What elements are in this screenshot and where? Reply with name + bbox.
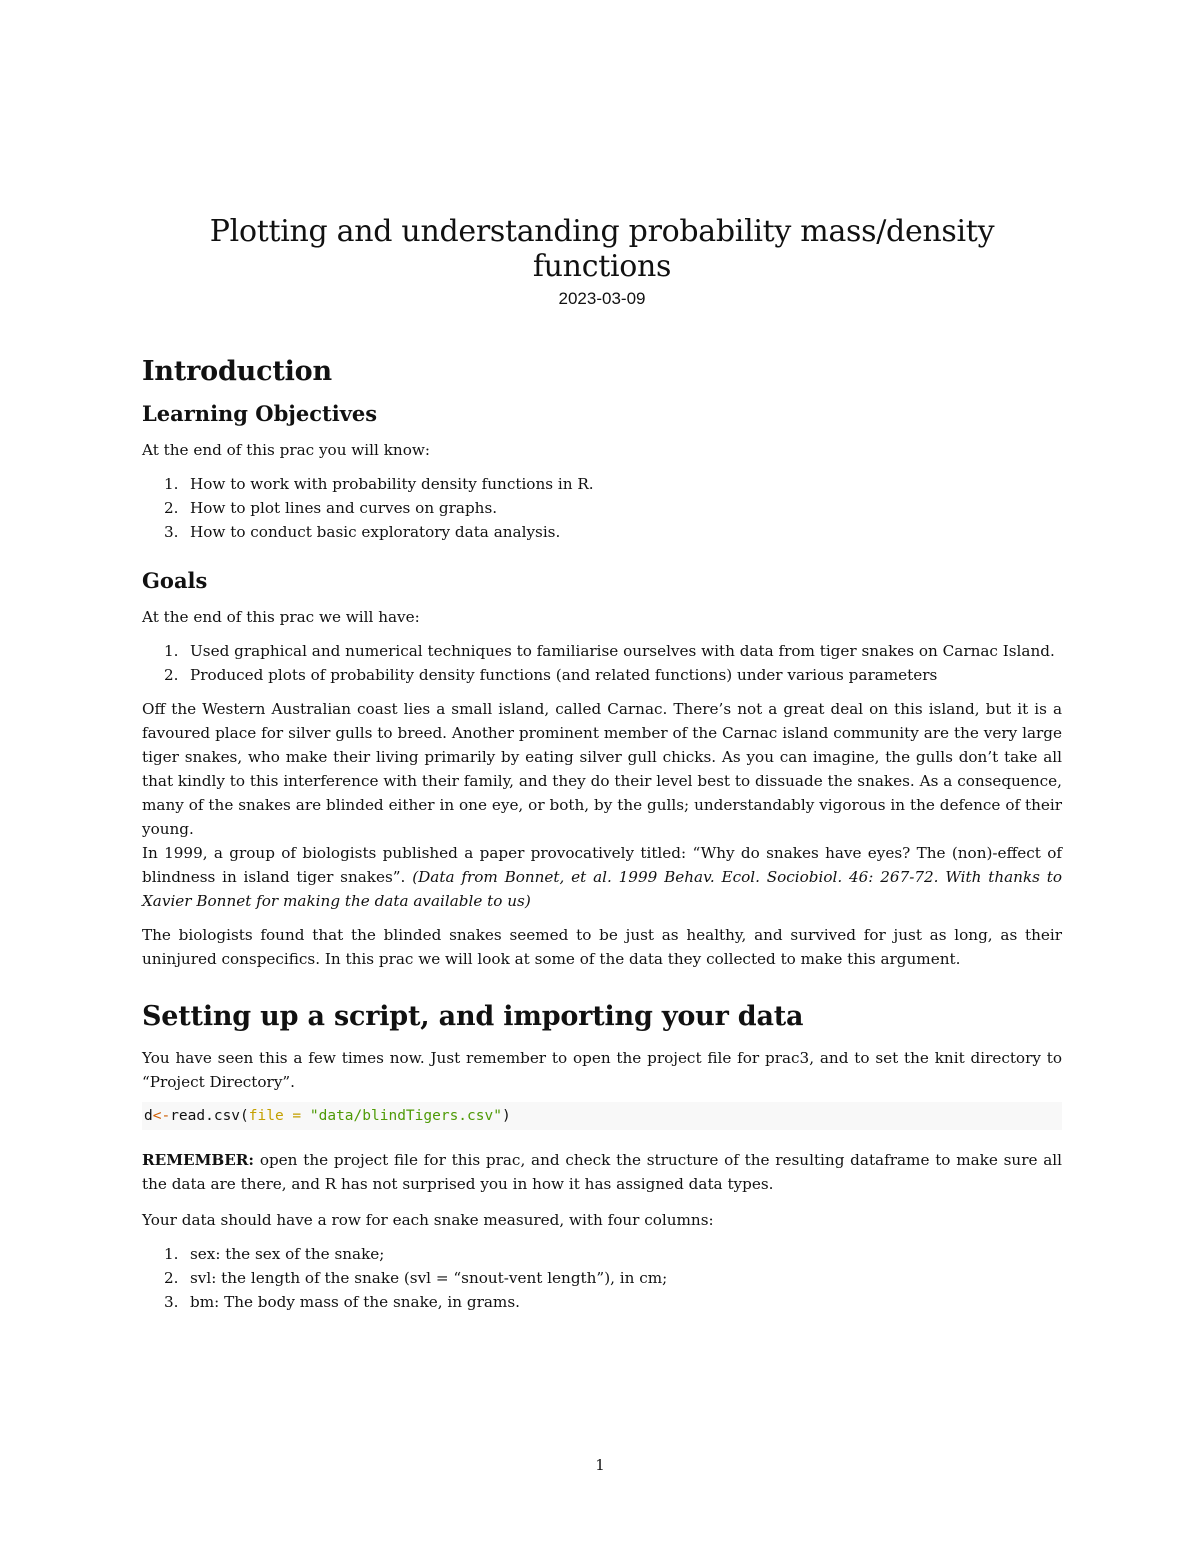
learning-objectives-lead: At the end of this prac you will know: <box>142 441 430 459</box>
list-item: 2. Produced plots of probability density functions (and related functions) under various parameters <box>164 666 938 684</box>
document-title: Plotting and understanding probability mass/density functions <box>209 214 995 284</box>
data-citation: (Data from Bonnet, et al. 1999 Behav. Ecol. Sociobiol. 46: 267-72. With thanks to Xavier Bonnet for making the data available to us) <box>142 868 1062 910</box>
list-item: 1. How to work with probability density functions in R. <box>164 475 594 493</box>
page-number: 1 <box>595 1456 605 1474</box>
goals-lead: At the end of this prac we will have: <box>142 608 420 626</box>
paper-paragraph <box>142 841 1062 913</box>
carnac-paragraph: Off the Western Australian coast lies a small island, called Carnac. There’s not a great deal on this island, but it is a favoured place for silver gulls to breed. Another prominent member of the Carnac island community are the very large tiger snakes, who make their living primarily by eating silver gull chicks. As you can imagine, the gulls don’t take all that kindly to this interference with their family, and they do their level best to dissuade the snakes. As a consequence, many of the snakes are blinded either in one eye, or both, by the gulls; understandably vigorous in the defence of their young. <box>142 700 1062 838</box>
remember-paragraph: REMEMBER: open the project file for this prac, and check the structure of the resulting dataframe to make sure all the data are there, and R has not surprised you in how it has assigned data types. <box>142 1151 1062 1193</box>
goals-heading: Goals <box>142 568 208 593</box>
code-block: d<-read.csv(file = "data/blindTigers.csv") <box>142 1102 1062 1130</box>
list-item: 1. sex: the sex of the snake; <box>164 1245 385 1263</box>
list-item: 3. How to conduct basic exploratory data analysis. <box>164 523 561 541</box>
paper-title-text: In 1999, a group of biologists published a paper provocatively titled: “Why do snakes have eyes? The (non)-effect of blindness in island tiger snakes”. <box>142 844 1062 886</box>
goals-list <box>142 639 1062 687</box>
document-body <box>142 356 1062 1314</box>
remember-label: REMEMBER: <box>142 1151 255 1169</box>
learning-objectives-heading: Learning Objectives <box>142 401 378 426</box>
list-item: 3. bm: The body mass of the snake, in grams. <box>164 1293 520 1311</box>
setup-heading: Setting up a script, and importing your data <box>142 1001 804 1032</box>
setup-paragraph: You have seen this a few times now. Just remember to open the project file for prac3, and to set the knit directory to “Project Directory”. <box>142 1049 1062 1091</box>
document-date: 2023-03-09 <box>558 289 646 308</box>
list-item: 1. Used graphical and numerical techniques to familiarise ourselves with data from tiger snakes on Carnac Island. <box>164 642 1055 660</box>
columns-lead: Your data should have a row for each snake measured, with four columns: <box>142 1211 714 1229</box>
findings-paragraph: The biologists found that the blinded snakes seemed to be just as healthy, and survived for just as long, as their uninjured conspecifics. In this prac we will look at some of the data they collected to make this argument. <box>142 926 1062 968</box>
columns-list <box>142 1242 1062 1314</box>
list-item: 2. svl: the length of the snake (svl = “snout-vent length”), in cm; <box>164 1269 668 1287</box>
list-item: 2. How to plot lines and curves on graphs. <box>164 499 498 517</box>
learning-objectives-list <box>142 472 1062 544</box>
introduction-heading: Introduction <box>142 356 332 387</box>
